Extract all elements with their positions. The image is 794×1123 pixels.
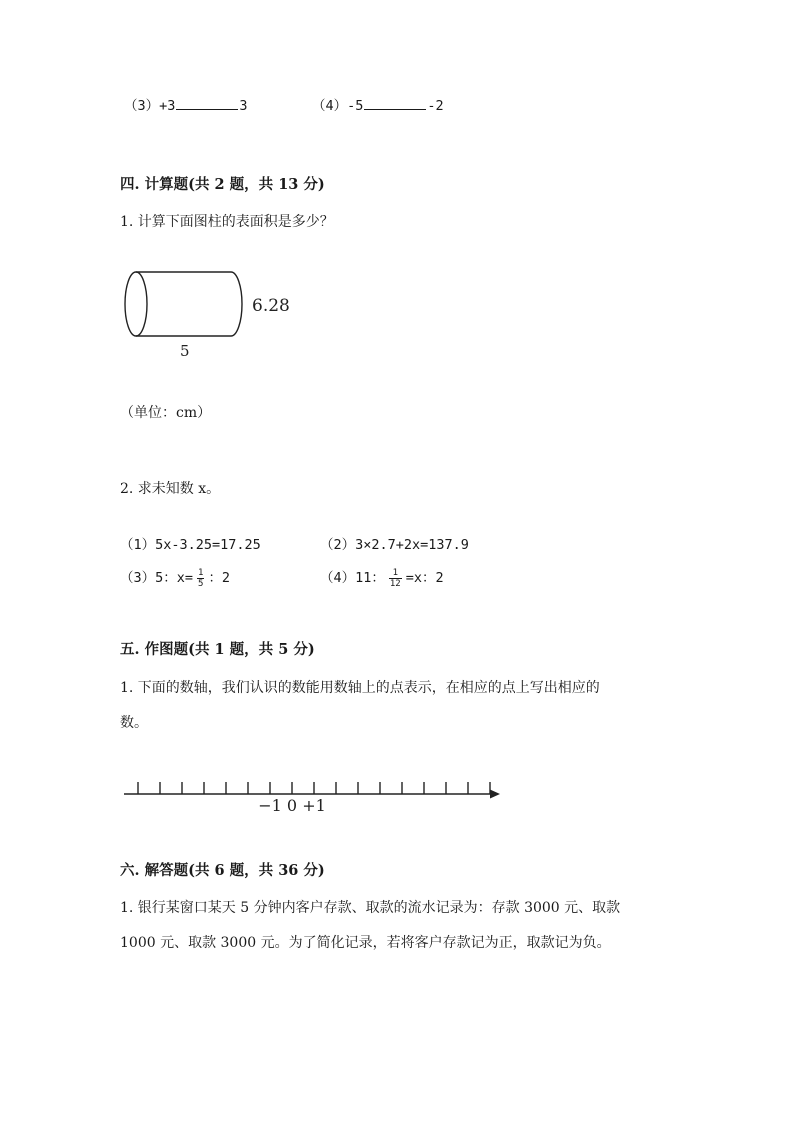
equation-4-fraction: [389, 568, 402, 589]
equation-2: （2）3×2.7+2x=137.9: [320, 537, 469, 553]
section4-heading: 四. 计算题(共 2 题，共 13 分): [120, 176, 325, 193]
equation-3-numerator: 1: [198, 567, 204, 578]
compare-item-4: [312, 97, 444, 115]
equation-3-denominator: 5: [198, 578, 204, 589]
section4-question-2: 2. 求未知数 x。: [120, 481, 221, 497]
cylinder-height-label: 6.28: [252, 296, 290, 316]
compare-after-3: 3: [239, 98, 248, 114]
equation-4-suffix: =x：2: [405, 570, 444, 586]
compare-label-4: （4）-5: [312, 98, 364, 114]
equation-4: [320, 565, 444, 591]
section6-question-1-line2: 1000 元、取款 3000 元。为了简化记录，若将客户存款记为正，取款记为负。: [120, 935, 611, 951]
section5-question-1-line1: 1. 下面的数轴，我们认识的数能用数轴上的点表示，在相应的点上写出相应的: [120, 680, 600, 696]
number-line-label-zero: 0: [286, 796, 298, 815]
equation-4-denominator: 12: [389, 578, 401, 589]
compare-item-3: [124, 97, 248, 115]
section5-question-1-line2: 数。: [120, 715, 148, 731]
section6-heading: 六. 解答题(共 6 题，共 36 分): [120, 862, 325, 879]
equation-3-fraction: [197, 568, 204, 589]
number-line-label-minus-one: −1: [258, 796, 282, 815]
section4-question-1: 1. 计算下面图柱的表面积是多少？: [120, 214, 334, 230]
equation-1: （1）5x-3.25=17.25: [120, 537, 261, 553]
number-line-ticks: [138, 782, 508, 794]
cylinder-length-label: 5: [180, 342, 190, 360]
section5-heading: 五. 作图题(共 1 题，共 5 分): [120, 641, 315, 658]
answer-blank-4[interactable]: [364, 97, 426, 110]
unit-note: （单位：cm）: [120, 405, 212, 421]
compare-after-4: -2: [427, 98, 444, 114]
answer-blank-3[interactable]: [176, 97, 238, 110]
number-line: [118, 772, 508, 822]
cylinder-figure: [118, 265, 308, 365]
compare-label-3: （3）+3: [124, 98, 176, 114]
equation-3-suffix: ：2: [208, 570, 231, 586]
number-line-label-plus-one: +1: [302, 796, 326, 815]
equation-4-numerator: 1: [389, 568, 402, 579]
section6-question-1-line1: 1. 银行某窗口某天 5 分钟内客户存款、取款的流水记录为：存款 3000 元、取款: [120, 900, 621, 916]
equation-3: [120, 565, 230, 591]
equation-4-prefix: （4）11：: [320, 570, 385, 586]
number-line-arrow: [490, 790, 500, 799]
equation-3-prefix: （3）5：x=: [120, 570, 194, 586]
